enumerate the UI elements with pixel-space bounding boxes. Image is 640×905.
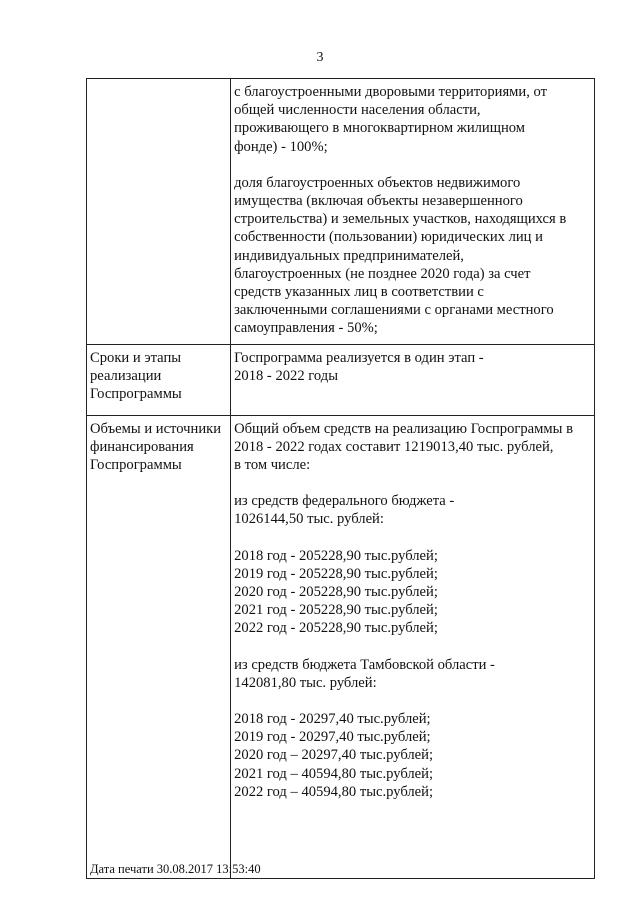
text-line: благоустроенных (не позднее 2020 года) за счет — [234, 265, 531, 282]
table-row — [87, 79, 595, 345]
row-label-empty — [87, 79, 231, 345]
text-line: Общий объем средств на реализацию Госпрограммы в — [234, 420, 573, 437]
paragraph-gap — [234, 156, 592, 174]
row-content-indicators — [231, 79, 595, 345]
label-line: Госпрограммы — [90, 386, 182, 403]
regional-year-line: 2021 год – 40594,80 тыс.рублей; — [234, 765, 434, 782]
label-line: Объемы и источники — [90, 420, 222, 437]
text-line: доля благоустроенных объектов недвижимого — [234, 174, 521, 191]
label-line: финансирования — [90, 438, 194, 455]
federal-year-line: 2018 год - 205228,90 тыс.рублей; — [234, 547, 438, 564]
regional-year-line: 2022 год – 40594,80 тыс.рублей; — [234, 783, 434, 800]
label-line: реализации — [90, 367, 162, 384]
row-label-terms — [87, 344, 231, 415]
label-line: Сроки и этапы — [90, 349, 182, 366]
paragraph-gap — [234, 692, 592, 710]
text-line: средств указанных лиц в соответствии с — [234, 284, 484, 301]
table-row — [87, 415, 595, 878]
text-line: индивидуальных предпринимателей, — [234, 247, 464, 264]
federal-year-line: 2021 год - 205228,90 тыс.рублей; — [234, 602, 438, 619]
federal-year-line: 2020 год - 205228,90 тыс.рублей; — [234, 584, 438, 601]
row-content-funding — [231, 415, 595, 878]
text-line: общей численности населения области, — [234, 102, 481, 119]
paragraph-gap — [234, 474, 592, 492]
text-line: из средств бюджета Тамбовской области - — [234, 656, 495, 673]
row-content-terms — [231, 344, 595, 415]
table-row — [87, 344, 595, 415]
regional-year-line: 2018 год - 20297,40 тыс.рублей; — [234, 711, 431, 728]
text-line: 142081,80 тыс. рублей: — [234, 674, 377, 691]
text-line: имущества (включая объекты незавершенного — [234, 193, 523, 210]
text-line: 1026144,50 тыс. рублей: — [234, 511, 384, 528]
text-line: заключенными соглашениями с органами местного — [234, 302, 554, 319]
label-line: Госпрограммы — [90, 457, 182, 474]
federal-year-line: 2019 год - 205228,90 тыс.рублей; — [234, 565, 438, 582]
paragraph-gap — [234, 529, 592, 547]
text-line: в том числе: — [234, 457, 311, 474]
text-line: собственности (пользовании) юридических лиц и — [234, 229, 543, 246]
program-passport-table — [86, 78, 595, 879]
text-line: 2018 - 2022 годы — [234, 367, 339, 384]
text-line: с благоустроенными дворовыми территориями, от — [234, 84, 547, 100]
paragraph-gap — [234, 638, 592, 656]
regional-year-line: 2020 год – 20297,40 тыс.рублей; — [234, 747, 434, 764]
text-line: самоуправления - 50%; — [234, 320, 378, 337]
row-label-funding — [87, 415, 231, 878]
regional-year-line: 2019 год - 20297,40 тыс.рублей; — [234, 729, 431, 746]
federal-year-line: 2022 год - 205228,90 тыс.рублей; — [234, 620, 438, 637]
text-line: из средств федерального бюджета - — [234, 493, 455, 510]
text-line: фонде) - 100%; — [234, 138, 328, 155]
text-line: 2018 - 2022 годах составит 1219013,40 тыс. рублей, — [234, 438, 554, 455]
text-line: проживающего в многоквартирном жилищном — [234, 120, 526, 137]
page-number: 3 — [316, 50, 324, 65]
text-line: строительства) и земельных участков, находящихся в — [234, 211, 567, 228]
text-line: Госпрограмма реализуется в один этап - — [234, 349, 484, 366]
print-date-footer: Дата печати 30.08.2017 13:53:40 — [90, 862, 261, 876]
